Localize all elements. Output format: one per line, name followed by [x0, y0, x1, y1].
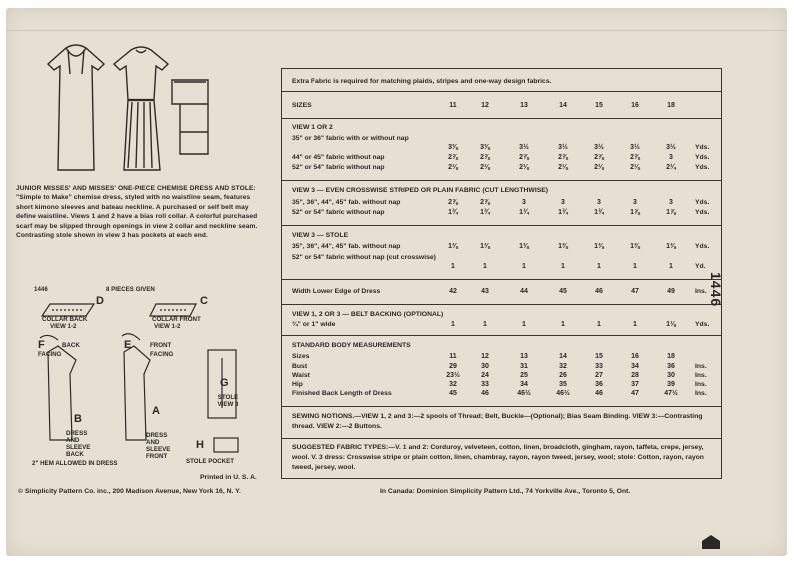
view12-row2-v15: 2⅞	[594, 154, 604, 161]
stole-row2-label: 52" or 54" fabric without nap (cut crosswise)	[292, 254, 436, 261]
body-waist-v15: 27	[595, 372, 603, 379]
body-length-v12: 46	[481, 390, 489, 397]
body-hip-v18: 39	[667, 381, 675, 388]
yardage-table	[281, 68, 722, 479]
body-waist-v18: 30	[667, 372, 675, 379]
body-length-unit: Ins.	[695, 390, 707, 397]
view12-row2-unit: Yds.	[695, 154, 710, 161]
body-bust-v15: 33	[595, 363, 603, 370]
body-bust-v12: 30	[481, 363, 489, 370]
view3-row1-v14: 3	[561, 199, 565, 206]
piece-a-label: DRESS AND SLEEVE FRONT	[146, 432, 171, 460]
body-sizes-v13: 13	[520, 353, 528, 360]
view12-row2-v18: 3	[669, 154, 673, 161]
stole-row2-v11: 1	[451, 263, 455, 270]
belt-v15: 1	[597, 321, 601, 328]
piece-c-letter: C	[200, 295, 208, 307]
size-13: 13	[520, 102, 528, 109]
hem-note: 2" HEM ALLOWED IN DRESS	[32, 460, 118, 467]
view12-row1-v13: 3½	[519, 144, 529, 151]
body-waist-v11: 23½	[446, 372, 460, 379]
belt-v12: 1	[483, 321, 487, 328]
stole-row1-label: 35", 36", 44", 45" fab. without nap	[292, 243, 401, 250]
view12-row1-v15: 3½	[594, 144, 604, 151]
piece-g-label: STOLE VIEW 3	[217, 394, 239, 408]
stole-row2-v16: 1	[633, 263, 637, 270]
view3-row2-label: 52" or 54" fabric without nap	[292, 209, 385, 216]
stole-divider	[282, 225, 721, 226]
view12-row3-v14: 2⅛	[558, 164, 568, 171]
stole-row1-v14: 1⅜	[558, 243, 568, 250]
extra-fabric-note: Extra Fabric is required for matching plaids, stripes and one-way design fabrics.	[292, 78, 552, 85]
view3-row2-v14: 1¾	[558, 209, 568, 216]
suggested-fabrics: SUGGESTED FABRIC TYPES:—V. 1 and 2: Corduroy, velveteen, cotton, linen, broadcloth, gingham, rayon, taffeta, crepe, jersey, wool. V. 3 dress: Crosswise stripe or plain cotton, linen, chambray, rayon, rayon tweed, jersey, wool; stole: Cotton, rayon, rayon tweed, jersey, wool.	[292, 444, 704, 471]
view3-row2-v12: 1¾	[480, 209, 490, 216]
piece-e-label2: FACING	[150, 351, 174, 358]
width-unit: Ins.	[695, 288, 707, 295]
body-hip-v15: 36	[595, 381, 603, 388]
view3-row2-v11: 1¾	[448, 209, 458, 216]
piece-e-letter: E	[124, 339, 132, 351]
view3-row1-v15: 3	[597, 199, 601, 206]
view3-row1-v13: 3	[522, 199, 526, 206]
stole-row2-v13: 1	[522, 263, 526, 270]
belt-unit: Yds.	[695, 321, 710, 328]
view12-row2-v11: 2⅞	[448, 154, 458, 161]
view12-row3-unit: Yds.	[695, 164, 710, 171]
size-16: 16	[631, 102, 639, 109]
piece-d-letter: D	[96, 295, 104, 307]
body-waist-v13: 25	[520, 372, 528, 379]
piece-f-label1: BACK	[62, 342, 80, 349]
size-18: 18	[667, 102, 675, 109]
view3-row1-v12: 2⅞	[480, 199, 490, 206]
view3-title: VIEW 3 — EVEN CROSSWISE STRIPED OR PLAIN FABRIC (CUT LENGTHWISE)	[292, 187, 549, 194]
body-bust-label: Bust	[292, 363, 308, 370]
size-11: 11	[449, 102, 457, 109]
body-sizes-label: Sizes	[292, 353, 310, 360]
view12-row2-label: 44" or 45" fabric without nap	[292, 154, 385, 161]
stole-row1-v12: 1⅜	[480, 243, 490, 250]
stole-row2-unit: Yd.	[695, 263, 706, 270]
width-v14: 45	[559, 288, 567, 295]
piece-d-view: VIEW 1-2	[50, 323, 77, 330]
view12-row3-v12: 2⅛	[480, 164, 490, 171]
stole-sketch	[168, 74, 216, 160]
body-length-v15: 46	[595, 390, 603, 397]
stole-title: VIEW 3 — STOLE	[292, 232, 349, 239]
body-hip-v14: 35	[559, 381, 567, 388]
view12-row2-v12: 2⅞	[480, 154, 490, 161]
width-v18: 49	[667, 288, 675, 295]
width-v15: 46	[595, 288, 603, 295]
body-bust-v18: 36	[667, 363, 675, 370]
view3-divider	[282, 180, 721, 181]
belt-v14: 1	[561, 321, 565, 328]
size-12: 12	[481, 102, 489, 109]
view3-row1-v11: 2⅞	[448, 199, 458, 206]
view12-row2-v13: 2⅞	[519, 154, 529, 161]
width-v16: 47	[631, 288, 639, 295]
side-pattern-number: 1446	[708, 272, 724, 308]
piece-h-label: STOLE POCKET	[186, 458, 235, 465]
description-body: "Simple to Make" chemise dress, styled with no waistline seam, features short kimono sleeves and bateau neckline. A purchased or self belt may define waistline. Views 1 and 2 have a bias roll collar. A colorful purchased scarf may be slipped through openings in view 2 collar and neckline seam. Contrasting stole shown in view 3 has pockets at each end.	[16, 194, 258, 240]
body-title: STANDARD BODY MEASUREMENTS	[292, 342, 411, 349]
piece-b-letter: B	[74, 413, 82, 425]
stole-row2-v18: 1	[669, 263, 673, 270]
piece-a-letter: A	[152, 405, 160, 417]
body-length-v16: 47	[631, 390, 639, 397]
house-mark-icon	[700, 534, 722, 550]
stole-row1-v15: 1⅜	[594, 243, 604, 250]
size-15: 15	[595, 102, 603, 109]
notions-divider	[282, 406, 721, 407]
view3-row2-v18: 1⅞	[666, 209, 676, 216]
description-title: JUNIOR MISSES' AND MISSES' ONE-PIECE CHEMISE DRESS AND STOLE:	[16, 185, 256, 192]
width-v11: 42	[449, 288, 457, 295]
body-bust-unit: Ins.	[695, 363, 707, 370]
body-length-v13: 46½	[517, 390, 531, 397]
body-sizes-v12: 12	[481, 353, 489, 360]
view12-row3-v16: 2⅛	[630, 164, 640, 171]
body-bust-v13: 31	[520, 363, 528, 370]
pieces-number: 1446	[34, 286, 48, 293]
width-v12: 43	[481, 288, 489, 295]
body-hip-label: Hip	[292, 381, 303, 388]
body-length-v14: 46½	[556, 390, 570, 397]
view12-row1-v14: 3½	[558, 144, 568, 151]
view3-row1-unit: Yds.	[695, 199, 710, 206]
view12-row3-v11: 2⅛	[448, 164, 458, 171]
stole-row1-v13: 1⅜	[519, 243, 529, 250]
belt-title: VIEW 1, 2 OR 3 — BELT BACKING (OPTIONAL)	[292, 311, 444, 318]
body-waist-v12: 24	[481, 372, 489, 379]
view12-row1-v11: 3⅜	[448, 144, 458, 151]
piece-h-letter: H	[196, 439, 204, 451]
body-length-v11: 45	[449, 390, 457, 397]
view12-divider	[282, 118, 721, 119]
width-v13: 44	[520, 288, 528, 295]
stole-row2-v14: 1	[561, 263, 565, 270]
belt-v13: 1	[522, 321, 526, 328]
view12-row3-v18: 2¼	[666, 164, 676, 171]
size-14: 14	[559, 102, 567, 109]
view3-row2-unit: Yds.	[695, 209, 710, 216]
body-waist-label: Waist	[292, 372, 310, 379]
body-sizes-v15: 15	[595, 353, 603, 360]
piece-f-letter: F	[38, 339, 45, 351]
body-length-label: Finished Back Length of Dress	[292, 390, 392, 397]
body-divider	[282, 335, 721, 336]
view3-row2-v15: 1¾	[594, 209, 604, 216]
footer-copyright: © Simplicity Pattern Co. inc., 200 Madison Avenue, New York 16, N. Y.	[18, 488, 241, 495]
piece-g-letter: G	[220, 377, 229, 389]
fabrics-divider	[282, 438, 721, 439]
sizes-label: SIZES	[292, 102, 312, 109]
body-bust-v14: 32	[559, 363, 567, 370]
view3-row1-v16: 3	[633, 199, 637, 206]
body-hip-v16: 37	[631, 381, 639, 388]
belt-v11: 1	[451, 321, 455, 328]
stole-row2-v12: 1	[483, 263, 487, 270]
body-sizes-v11: 11	[449, 353, 457, 360]
pattern-description	[16, 184, 264, 240]
view12-row2-v14: 2⅞	[558, 154, 568, 161]
stole-row1-v11: 1⅜	[448, 243, 458, 250]
printed-note: Printed in U. S. A.	[200, 474, 257, 481]
body-hip-unit: Ins.	[695, 381, 707, 388]
body-length-v18: 47½	[664, 390, 678, 397]
stole-row2-v15: 1	[597, 263, 601, 270]
view3-row1-v18: 3	[669, 199, 673, 206]
view3-row2-v16: 1⅞	[630, 209, 640, 216]
body-sizes-v18: 18	[667, 353, 675, 360]
view12-row3-v15: 2⅛	[594, 164, 604, 171]
body-waist-v16: 28	[631, 372, 639, 379]
view12-row2-v16: 2⅞	[630, 154, 640, 161]
view12-row3-v13: 2⅛	[519, 164, 529, 171]
belt-v18: 1⅛	[666, 321, 676, 328]
view12-row1-label: 35" or 36" fabric with or without nap	[292, 135, 409, 142]
stole-row1-unit: Yds.	[695, 243, 710, 250]
sizes-divider	[282, 91, 721, 92]
piece-b-label: DRESS AND SLEEVE BACK	[66, 430, 91, 458]
view12-row3-label: 52" or 54" fabric without nap	[292, 164, 385, 171]
piece-f-label2: FACING	[38, 351, 62, 358]
body-bust-v16: 34	[631, 363, 639, 370]
body-waist-unit: Ins.	[695, 372, 707, 379]
stole-row1-v16: 1⅜	[630, 243, 640, 250]
view12-row1-v12: 3⅜	[480, 144, 490, 151]
body-hip-v11: 32	[449, 381, 457, 388]
body-sizes-v14: 14	[559, 353, 567, 360]
stole-row1-v18: 1⅜	[666, 243, 676, 250]
view12-row1-v16: 3½	[630, 144, 640, 151]
piece-d-label: COLLAR BACK	[42, 316, 88, 323]
view12-row1-v18: 3½	[666, 144, 676, 151]
piece-e-label1: FRONT	[150, 342, 172, 349]
footer-canada: In Canada: Dominion Simplicity Pattern Ltd., 74 Yorkville Ave., Toronto 5, Ont.	[380, 488, 631, 495]
view3-row1-label: 35", 36", 44", 45" fab. without nap	[292, 199, 401, 206]
body-hip-v12: 33	[481, 381, 489, 388]
body-sizes-v16: 16	[631, 353, 639, 360]
belt-v16: 1	[633, 321, 637, 328]
body-hip-v13: 34	[520, 381, 528, 388]
piece-c-label: COLLAR FRONT	[152, 316, 201, 323]
belt-divider	[282, 304, 721, 305]
view12-title: VIEW 1 OR 2	[292, 124, 333, 131]
belt-label: ¾" or 1" wide	[292, 321, 336, 328]
view12-row1-unit: Yds.	[695, 144, 710, 151]
body-waist-v14: 26	[559, 372, 567, 379]
body-bust-v11: 29	[449, 363, 457, 370]
piece-c-view: VIEW 1-2	[154, 323, 181, 330]
pieces-given: 8 PIECES GIVEN	[106, 286, 155, 293]
sewing-notions: SEWING NOTIONS.—VIEW 1, 2 and 3:—2 spools of Thread; Belt, Buckle—(Optional); Bias Seam Binding. VIEW 3:—Contrasting thread. VIEW 2:—2 Buttons.	[292, 413, 703, 430]
view3-row2-v13: 1¾	[519, 209, 529, 216]
width-label: Width Lower Edge of Dress	[292, 288, 381, 295]
width-divider	[282, 279, 721, 280]
